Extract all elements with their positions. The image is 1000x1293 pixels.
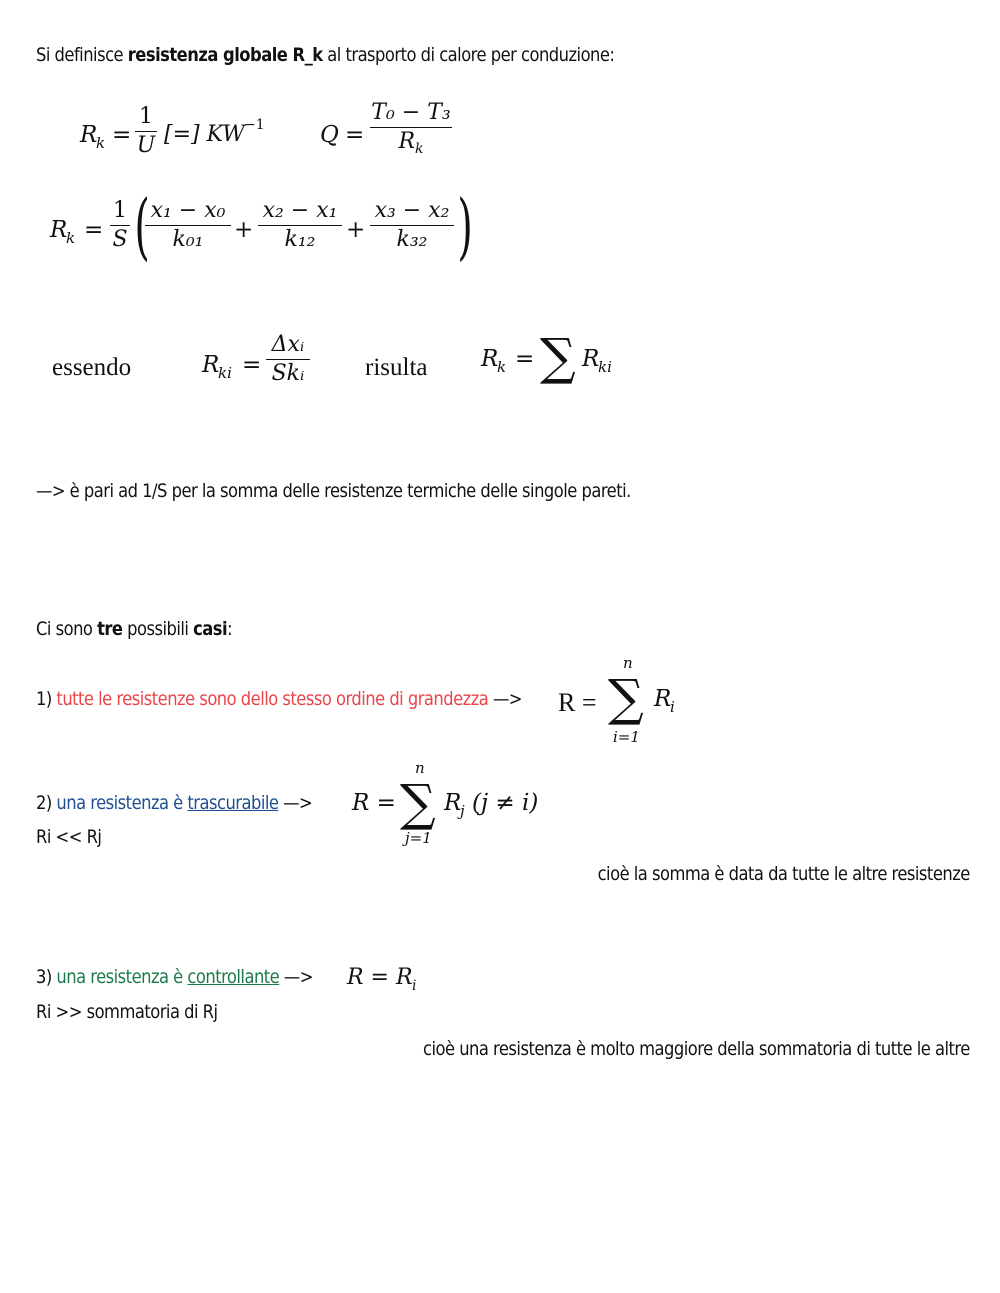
f1-lhs: R bbox=[80, 122, 98, 148]
case-3-condition: Ri >> sommatoria di Rj bbox=[36, 1001, 218, 1023]
f3-lhs-sub: k bbox=[66, 229, 76, 247]
f1-den: U bbox=[136, 133, 156, 158]
f3-lhs: R bbox=[50, 217, 68, 243]
f4-risulta-label: risulta bbox=[365, 354, 428, 381]
case-2-lower: j=1 bbox=[405, 829, 432, 847]
case-1-term-sub: i bbox=[670, 698, 675, 716]
case-1-description: tutte le resistenze sono dello stesso ordine di grandezza bbox=[56, 688, 489, 710]
case-2-explanation: cioè la somma è data da tutte le altre resistenze bbox=[597, 863, 970, 885]
case-3-text-line bbox=[36, 968, 313, 987]
case-2-lhs: R = bbox=[352, 790, 396, 816]
case-3-arrow: —> bbox=[279, 966, 313, 988]
case-2-term-sub: j bbox=[460, 802, 465, 820]
f2-den-main: R bbox=[398, 129, 416, 154]
case-2-term: R bbox=[444, 790, 462, 816]
f4-lhs: R bbox=[202, 352, 220, 378]
case-2-number: 2) bbox=[36, 792, 57, 814]
f3-plus-1: + bbox=[234, 217, 254, 243]
f3-eq: = bbox=[84, 217, 104, 243]
case-2-keyword: trascurabile bbox=[187, 792, 279, 814]
f1-unit: [=] KW bbox=[164, 122, 245, 147]
f2-num: T₀ − T₃ bbox=[371, 100, 451, 125]
case-3-formula-sub: i bbox=[412, 978, 417, 994]
cases-count: tre bbox=[97, 618, 123, 640]
case-2-arrow: —> bbox=[278, 792, 313, 814]
f4-num: Δxᵢ bbox=[271, 332, 305, 357]
case-1-lhs: R = bbox=[558, 688, 597, 717]
case-1-lower: i=1 bbox=[613, 728, 640, 746]
intro-suffix: al trasporto di calore per conduzione: bbox=[322, 44, 615, 66]
case-3-number: 3) bbox=[36, 966, 57, 988]
case-1-term: R bbox=[654, 686, 672, 712]
case-1-text-line bbox=[36, 690, 522, 709]
f2-eq: = bbox=[345, 122, 365, 148]
f4-rhs-term-sub: ki bbox=[598, 358, 612, 376]
f3-plus-2: + bbox=[346, 217, 366, 243]
intro-line bbox=[36, 46, 614, 65]
case-1-upper: n bbox=[623, 654, 633, 672]
case-3-formula: R = R bbox=[347, 965, 413, 990]
case-2-text-line bbox=[36, 794, 312, 813]
f1-fraction bbox=[135, 106, 157, 157]
f1-unit-sup: −1 bbox=[244, 117, 265, 133]
f3-left-paren: ( bbox=[134, 184, 150, 268]
f3-pre-num: 1 bbox=[113, 198, 127, 223]
case-2-sum-symbol: ∑ bbox=[400, 774, 436, 832]
case-1-arrow: —> bbox=[488, 688, 522, 710]
f4-rhs-lhs-sub: k bbox=[497, 358, 507, 376]
f4-lhs-sub: ki bbox=[218, 364, 232, 382]
f1-eq: = bbox=[112, 122, 132, 148]
case-3-explanation: cioè una resistenza è molto maggiore della sommatoria di tutte le altre bbox=[423, 1038, 970, 1060]
f4-essendo-label: essendo bbox=[52, 354, 132, 381]
case-1-sum-symbol: ∑ bbox=[608, 669, 644, 727]
case-2-condition-formula: (j ≠ i) bbox=[472, 790, 539, 816]
f2-fraction bbox=[370, 102, 452, 156]
f4-den: Skᵢ bbox=[271, 361, 305, 386]
cases-word: casi bbox=[193, 618, 228, 640]
case-1-number: 1) bbox=[36, 688, 57, 710]
f4-sum-symbol: ∑ bbox=[540, 328, 576, 386]
f4-rhs-term: R bbox=[582, 346, 600, 372]
case-2-description: una resistenza è bbox=[56, 792, 188, 814]
case-2-upper: n bbox=[415, 759, 425, 777]
note-line: —> è pari ad 1/S per la somma delle resistenze termiche delle singole pareti. bbox=[36, 480, 631, 502]
case-3-keyword: controllante bbox=[187, 966, 280, 988]
f1-num: 1 bbox=[139, 104, 153, 129]
intro-prefix: Si definisce bbox=[36, 44, 128, 66]
f2-lhs: Q bbox=[320, 122, 339, 148]
f3-pre-fraction bbox=[110, 200, 130, 251]
f3-term-3: x₃ − x₂ k₃₂ bbox=[370, 200, 454, 251]
f3-right-paren: ) bbox=[457, 184, 473, 268]
case-2-condition: Ri << Rj bbox=[36, 826, 102, 848]
f4-rhs-eq: = bbox=[515, 346, 535, 372]
f3-term-2: x₂ − x₁ k₁₂ bbox=[258, 200, 342, 251]
case-3-description: una resistenza è bbox=[56, 966, 188, 988]
cases-intro: Ci sono tre possibili casi: bbox=[36, 618, 233, 640]
f2-den-sub: k bbox=[415, 141, 424, 157]
f3-pre-den: S bbox=[112, 227, 128, 252]
f4-rhs-lhs: R bbox=[481, 346, 499, 372]
f4-eq: = bbox=[242, 352, 262, 378]
intro-bold-term: resistenza globale R_k bbox=[127, 44, 323, 66]
f1-lhs-sub: k bbox=[96, 134, 106, 152]
f3-term-1: x₁ − x₀ k₀₁ bbox=[145, 200, 231, 251]
f4-fraction bbox=[266, 334, 310, 385]
